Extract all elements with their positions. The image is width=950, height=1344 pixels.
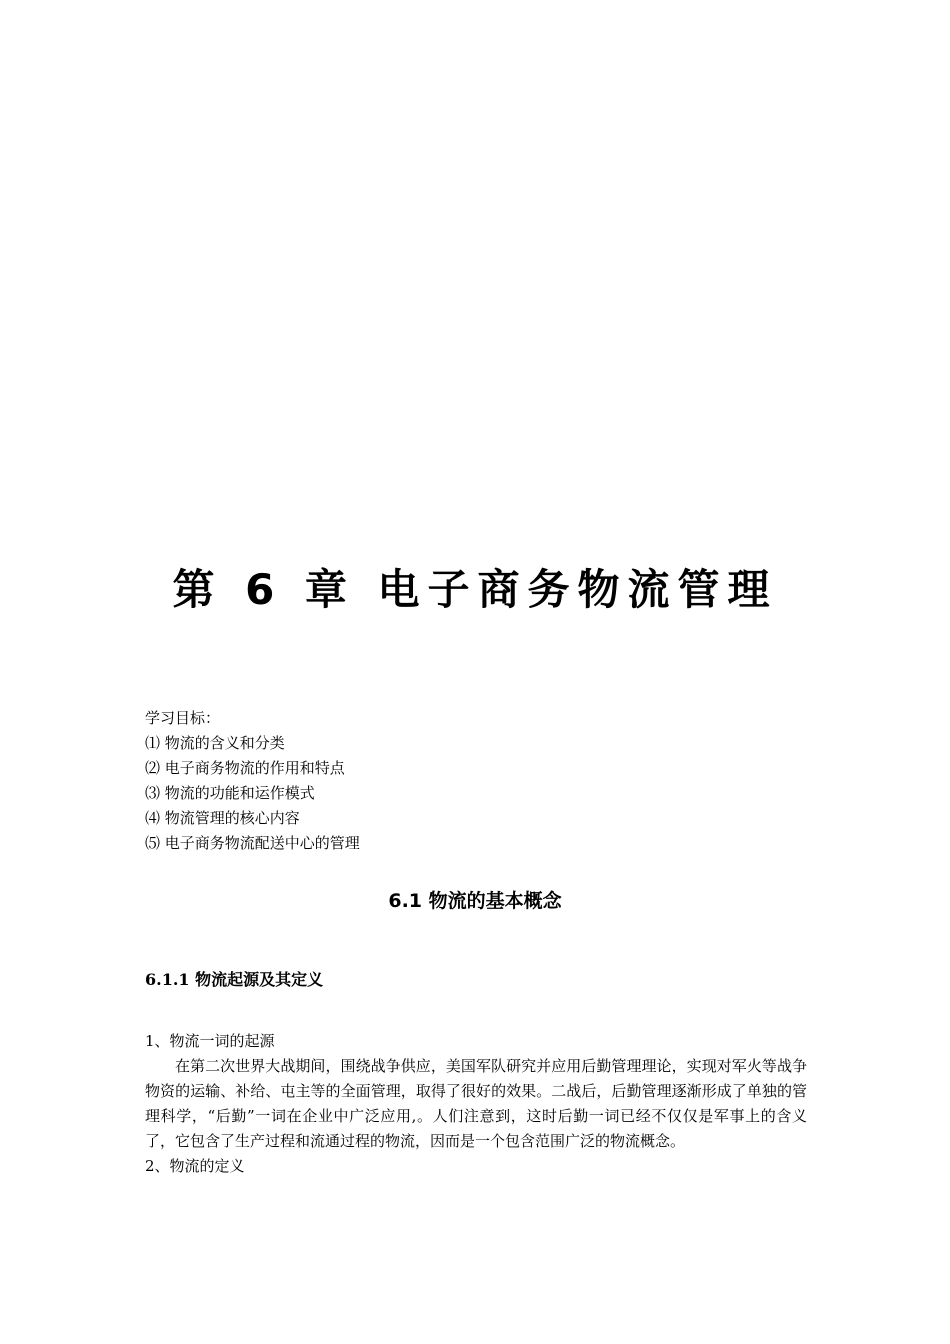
- subsection-title: 6.1.1 物流起源及其定义: [145, 970, 324, 989]
- chapter-title: 第 6 章 电子商务物流管理: [172, 565, 778, 614]
- objective-item-5: ⑸ 电子商务物流配送中心的管理: [145, 834, 360, 852]
- item-1-heading: 1、物流一词的起源: [145, 1032, 275, 1050]
- objectives-heading: 学习目标：: [145, 709, 221, 727]
- item-2-heading: 2、物流的定义: [145, 1157, 245, 1175]
- section-title: 6.1 物流的基本概念: [388, 890, 562, 912]
- objective-item-4: ⑷ 物流管理的核心内容: [145, 809, 300, 827]
- learning-objectives: [145, 706, 805, 856]
- body-content: [145, 1029, 807, 1179]
- item-1-paragraph: 在第二次世界大战期间，围绕战争供应，美国军队研究并应用后勤管理理论，实现对军火等战争物资的运输、补给、屯主等的全面管理，取得了很好的效果。二战后，后勤管理逐渐形成了单独的管理科学，“后勤”一词在企业中广泛应用,。人们注意到，这时后勤一词已经不仅仅是军事上的含义了，它包含了生产过程和流通过程的物流，因而是一个包含范围广泛的物流概念。: [145, 1057, 807, 1150]
- objective-item-3: ⑶ 物流的功能和运作模式: [145, 784, 315, 802]
- objective-item-1: ⑴ 物流的含义和分类: [145, 734, 285, 752]
- objective-item-2: ⑵ 电子商务物流的作用和特点: [145, 759, 345, 777]
